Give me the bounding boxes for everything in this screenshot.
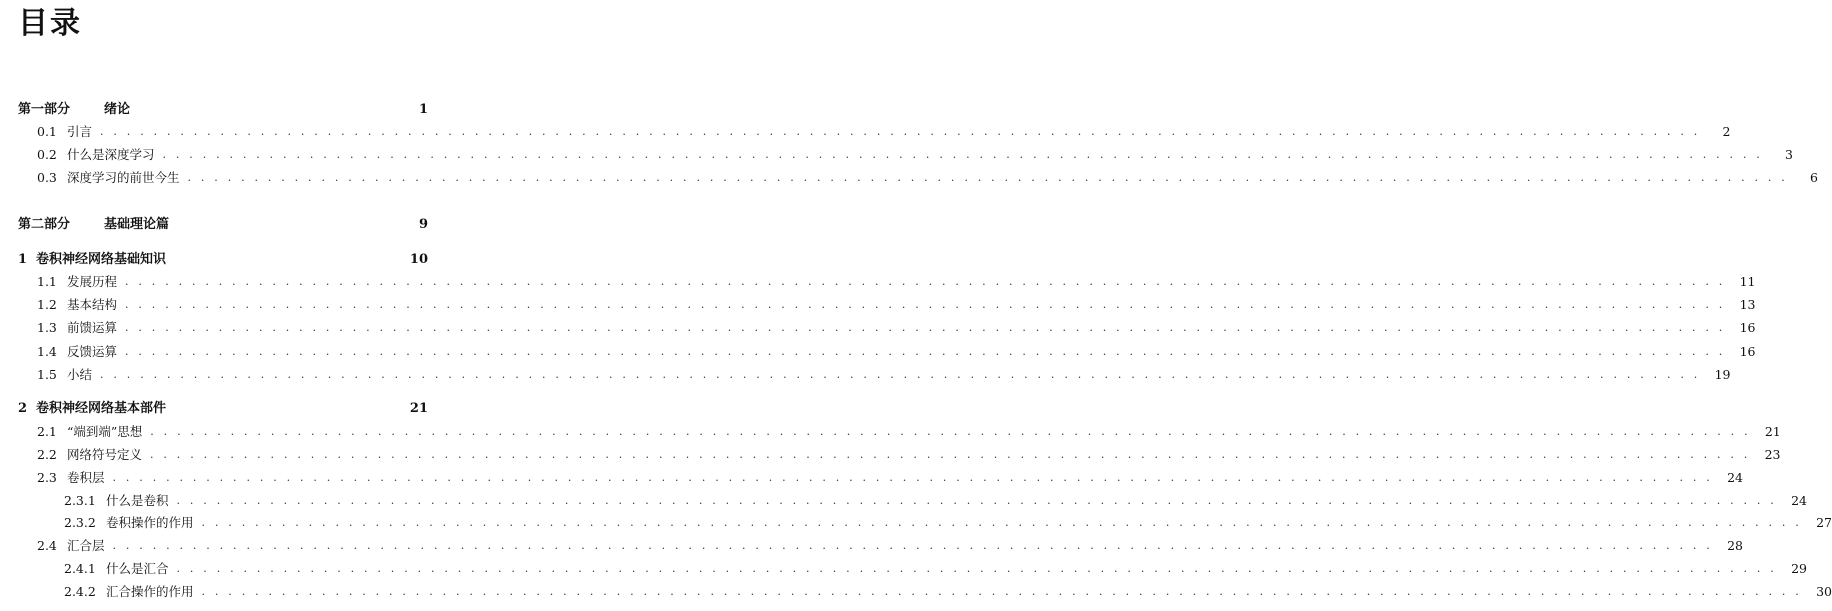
toc-leader-dots: . . . . . . . . . . . . . . . . . . . . . . . . . . . . . . . . . . . . . . . . . . . . . . . . . . . . . . . . . . . . . . . . . . . . . . . . . . . . . . . . . . . . . . . . . . . . . . . . . . . . . . . . . . . . . . . . . . . . . . . .: [112, 539, 1713, 552]
toc-entry-number: 1.3: [37, 320, 57, 335]
toc-entry-number: 2.3: [37, 470, 57, 485]
toc-leader-dots: . . . . . . . . . . . . . . . . . . . . . . . . . . . . . . . . . . . . . . . . . . . . . . . . . . . . . . . . . . . . . . . . . . . . . . . . . . . . . . . . . . . . . . . . . . . . . . . . . . . . . . . . . . . . . . . . . . . . . . . .: [187, 171, 1788, 184]
toc-leader-dots: . . . . . . . . . . . . . . . . . . . . . . . . . . . . . . . . . . . . . . . . . . . . . . . . . . . . . . . . . . . . . . . . . . . . . . . . . . . . . . . . . . . . . . . . . . . . . . . . . . . . . . . . . . . . . . . . . . . . . . . .: [176, 494, 1777, 507]
toc-entry-section[interactable]: [0, 532, 1743, 554]
toc-entry-number: 1.2: [37, 297, 57, 312]
toc-entry-part[interactable]: [0, 211, 446, 233]
toc-entry-number: 2.2: [37, 447, 57, 462]
toc-entry-title: “端到端”思想: [67, 424, 143, 439]
toc-page-number: 30: [1816, 584, 1832, 599]
toc-leader-dots: . . . . . . . . . . . . . . . . . . . . . . . . . . . . . . . . . . . . . . . . . . . . . . . . . . . . . . . . . . . . . . . . . . . . . . . . . . . . . . . . . . . . . . . . . . . . . . . . . . . . . . . . . . . . . . . . . . . . . . . .: [150, 425, 1751, 438]
toc-page-number: 24: [1727, 470, 1743, 485]
toc-leader-dots: . . . . . . . . . . . . . . . . . . . . . . . . . . . . . . . . . . . . . . . . . . . . . . . . . . . . . . . . . . . . . . . . . . . . . . . . . . . . . . . . . . . . . . . . . . . . . . . . . . . . . . . . . . . . . . . . . . . . . . . .: [100, 368, 1701, 381]
toc-page-number: 24: [1791, 493, 1807, 508]
toc-entry-chapter[interactable]: [0, 395, 446, 417]
toc-page-number: 19: [1714, 367, 1731, 382]
toc-page-number: 21: [409, 401, 428, 416]
toc-entry-title: 深度学习的前世今生: [67, 170, 180, 185]
toc-page-number: 28: [1727, 538, 1743, 553]
toc-page-number: 1: [418, 102, 428, 117]
toc-entry-section[interactable]: [0, 441, 1781, 463]
toc-leader-dots: . . . . . . . . . . . . . . . . . . . . . . . . . . . . . . . . . . . . . . . . . . . . . . . . . . . . . . . . . . . . . . . . . . . . . . . . . . . . . . . . . . . . . . . . . . . . . . . . . . . . . . . . . . . . . . . . . . . . . . . .: [100, 125, 1701, 138]
toc-page-number: 29: [1791, 561, 1807, 576]
toc-entry-number: 1.4: [37, 344, 57, 359]
toc-entry-section[interactable]: [0, 418, 1781, 440]
toc-leader-dots: . . . . . . . . . . . . . . . . . . . . . . . . . . . . . . . . . . . . . . . . . . . . . . . . . . . . . . . . . . . . . . . . . . . . . . . . . . . . . . . . . . . . . . . . . . . . . . . . . . . . . . . . . . . . . . . . . . . . . . . .: [112, 471, 1713, 484]
toc-entry-number: 2.3.1: [64, 493, 96, 508]
toc-entry-title: 网络符号定义: [67, 447, 143, 462]
toc-entry-title: 什么是卷积: [106, 493, 169, 508]
toc-entry-sub[interactable]: [0, 487, 1807, 509]
toc-page-number: 11: [1739, 274, 1756, 289]
toc-entry-sub[interactable]: [0, 578, 1832, 600]
toc-entry-title: 汇合操作的作用: [106, 584, 194, 599]
toc-entry-part[interactable]: [0, 96, 446, 118]
toc-entry-title: 绪论: [104, 102, 131, 117]
toc-entry-number: 1.5: [37, 367, 57, 382]
toc-entry-number: 1: [18, 252, 28, 267]
toc-entry-section[interactable]: [0, 291, 1756, 313]
toc-entry-section[interactable]: [0, 164, 1818, 186]
toc-entry-title: 发展历程: [67, 274, 118, 289]
toc-entry-section[interactable]: [0, 464, 1743, 486]
toc-page-number: 16: [1739, 320, 1756, 335]
toc-entry-section[interactable]: [0, 361, 1731, 383]
toc-entry-number: 0.2: [37, 147, 57, 162]
toc-page-number: 23: [1764, 447, 1781, 462]
toc-page-number: 13: [1739, 297, 1756, 312]
page-title: 目录: [18, 6, 82, 41]
toc-leader-dots: . . . . . . . . . . . . . . . . . . . . . . . . . . . . . . . . . . . . . . . . . . . . . . . . . . . . . . . . . . . . . . . . . . . . . . . . . . . . . . . . . . . . . . . . . . . . . . . . . . . . . . . . . . . . . . . . . . . . . . . .: [125, 298, 1726, 311]
toc-entry-number: 0.1: [37, 124, 57, 139]
toc-page-number: 9: [418, 217, 428, 232]
toc-entry-title: 卷积神经网络基础知识: [36, 252, 167, 267]
toc-entry-number: 0.3: [37, 170, 57, 185]
toc-entry-sub[interactable]: [0, 509, 1832, 531]
toc-entry-number: 2.1: [37, 424, 57, 439]
toc-entry-title: 什么是汇合: [106, 561, 169, 576]
toc-entry-number: 第二部分: [18, 217, 71, 232]
toc-entry-number: 2.4: [37, 538, 57, 553]
toc-leader-dots: . . . . . . . . . . . . . . . . . . . . . . . . . . . . . . . . . . . . . . . . . . . . . . . . . . . . . . . . . . . . . . . . . . . . . . . . . . . . . . . . . . . . . . . . . . . . . . . . . . . . . . . . . . . . . . . . . . . . . . . .: [125, 321, 1726, 334]
toc-entry-title: 基础理论篇: [104, 217, 170, 232]
toc-entry-number: 1.1: [37, 274, 57, 289]
toc-entry-number: 2: [18, 401, 28, 416]
toc-entry-title: 小结: [67, 367, 93, 382]
toc-entry-section[interactable]: [0, 338, 1756, 360]
toc-page-number: 2: [1722, 124, 1731, 139]
toc-page-number: 3: [1785, 147, 1793, 162]
toc-page-number: 10: [409, 252, 428, 267]
toc-page-number: 16: [1739, 344, 1756, 359]
toc-entry-section[interactable]: [0, 314, 1756, 336]
toc-leader-dots: . . . . . . . . . . . . . . . . . . . . . . . . . . . . . . . . . . . . . . . . . . . . . . . . . . . . . . . . . . . . . . . . . . . . . . . . . . . . . . . . . . . . . . . . . . . . . . . . . . . . . . . . . . . . . . . . . . . . . . . .: [201, 585, 1802, 598]
toc-leader-dots: . . . . . . . . . . . . . . . . . . . . . . . . . . . . . . . . . . . . . . . . . . . . . . . . . . . . . . . . . . . . . . . . . . . . . . . . . . . . . . . . . . . . . . . . . . . . . . . . . . . . . . . . . . . . . . . . . . . . . . . .: [150, 448, 1751, 461]
toc-entry-number: 2.3.2: [64, 515, 96, 530]
toc-entry-title: 引言: [67, 124, 93, 139]
toc-entry-number: 2.4.2: [64, 584, 96, 599]
toc-leader-dots: . . . . . . . . . . . . . . . . . . . . . . . . . . . . . . . . . . . . . . . . . . . . . . . . . . . . . . . . . . . . . . . . . . . . . . . . . . . . . . . . . . . . . . . . . . . . . . . . . . . . . . . . . . . . . . . . . . . . . . . .: [176, 562, 1777, 575]
toc-page-number: 27: [1816, 515, 1832, 530]
toc-entry-sub[interactable]: [0, 555, 1807, 577]
toc-page-number: 21: [1764, 424, 1781, 439]
toc-entry-title: 什么是深度学习: [67, 147, 155, 162]
toc-leader-dots: . . . . . . . . . . . . . . . . . . . . . . . . . . . . . . . . . . . . . . . . . . . . . . . . . . . . . . . . . . . . . . . . . . . . . . . . . . . . . . . . . . . . . . . . . . . . . . . . . . . . . . . . . . . . . . . . . . . . . . . .: [125, 275, 1726, 288]
toc-entry-section[interactable]: [0, 141, 1793, 163]
toc-entry-number: 第一部分: [18, 102, 71, 117]
toc-entry-section[interactable]: [0, 118, 1731, 140]
toc-entry-chapter[interactable]: [0, 246, 446, 268]
toc-entry-title: 前馈运算: [67, 320, 118, 335]
toc-entry-title: 反馈运算: [67, 344, 118, 359]
toc-entry-section[interactable]: [0, 268, 1756, 290]
toc-leader-dots: . . . . . . . . . . . . . . . . . . . . . . . . . . . . . . . . . . . . . . . . . . . . . . . . . . . . . . . . . . . . . . . . . . . . . . . . . . . . . . . . . . . . . . . . . . . . . . . . . . . . . . . . . . . . . . . . . . . . . . . .: [125, 345, 1726, 358]
toc-entry-number: 2.4.1: [64, 561, 96, 576]
toc-entry-title: 卷积操作的作用: [106, 515, 194, 530]
toc-page-number: 6: [1810, 170, 1818, 185]
toc-leader-dots: . . . . . . . . . . . . . . . . . . . . . . . . . . . . . . . . . . . . . . . . . . . . . . . . . . . . . . . . . . . . . . . . . . . . . . . . . . . . . . . . . . . . . . . . . . . . . . . . . . . . . . . . . . . . . . . . . . . . . . . .: [162, 148, 1763, 161]
toc-leader-dots: . . . . . . . . . . . . . . . . . . . . . . . . . . . . . . . . . . . . . . . . . . . . . . . . . . . . . . . . . . . . . . . . . . . . . . . . . . . . . . . . . . . . . . . . . . . . . . . . . . . . . . . . . . . . . . . . . . . . . . . .: [201, 516, 1802, 529]
toc-entry-title: 基本结构: [67, 297, 118, 312]
toc-entry-title: 汇合层: [67, 538, 105, 553]
toc-entry-title: 卷积神经网络基本部件: [36, 401, 167, 416]
toc-entry-title: 卷积层: [67, 470, 105, 485]
